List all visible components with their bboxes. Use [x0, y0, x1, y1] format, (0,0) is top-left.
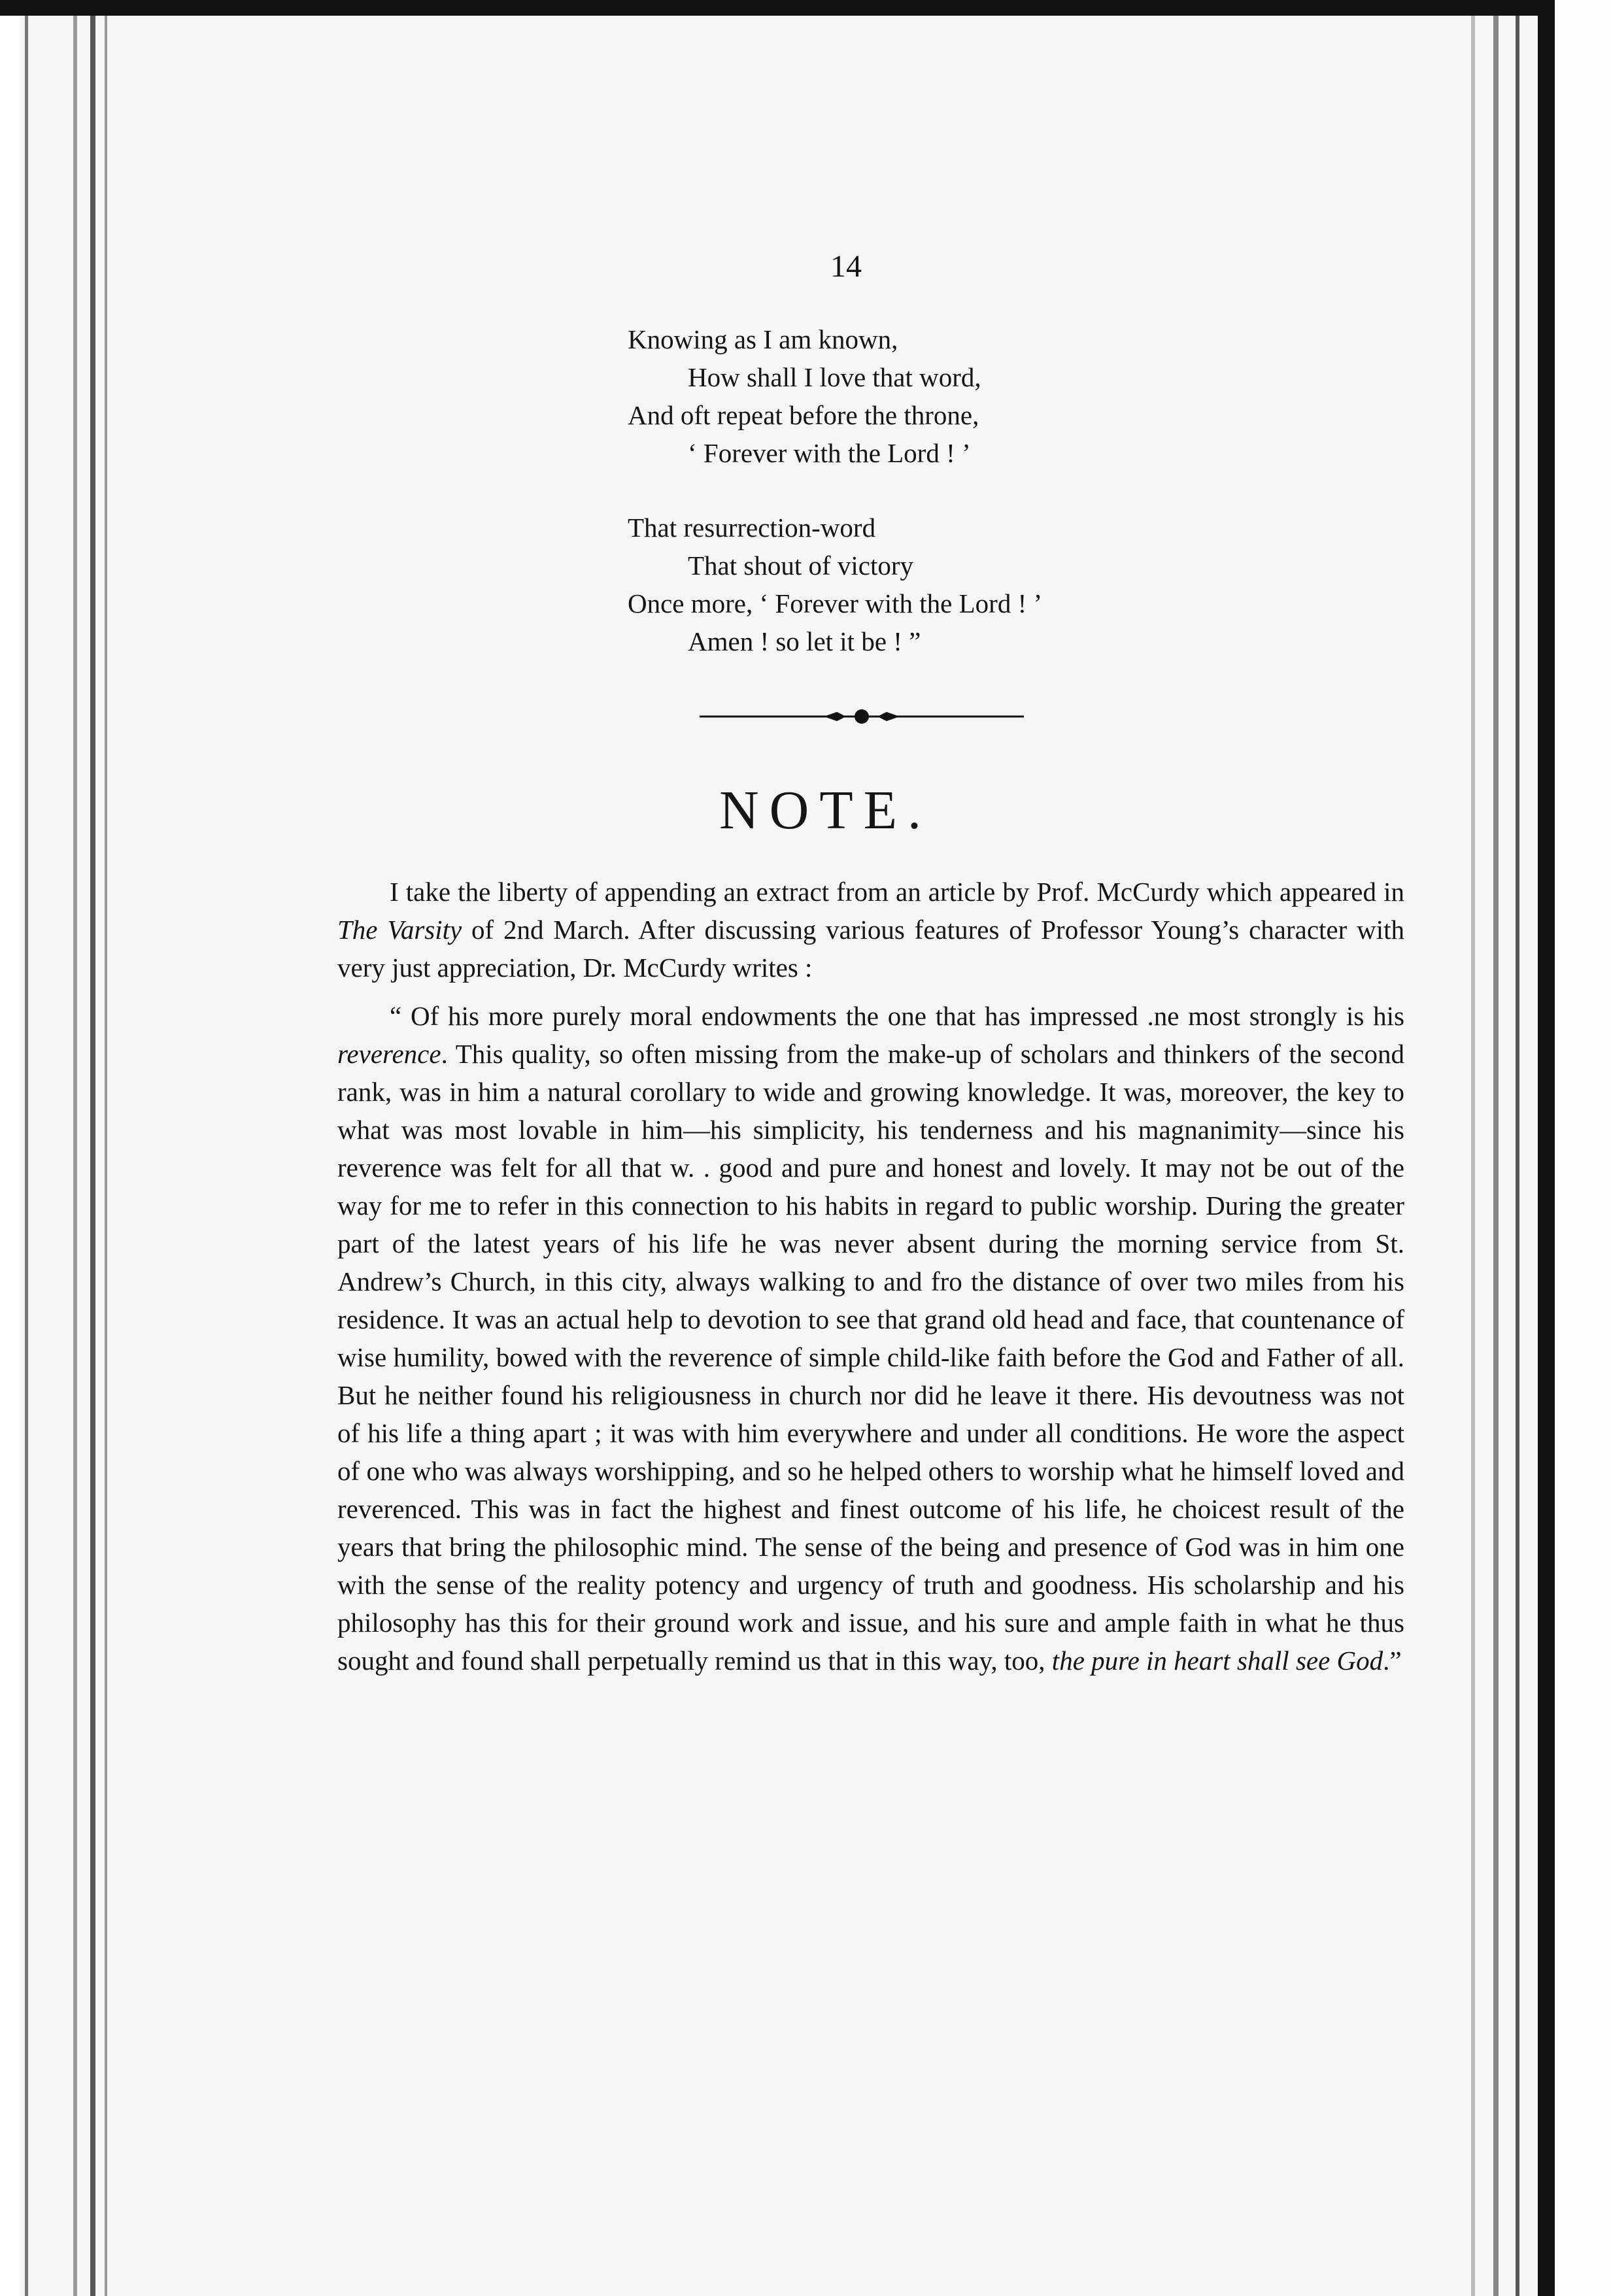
- note-body: [337, 873, 1404, 1680]
- poem-line: That shout of victory: [688, 550, 914, 581]
- page-edge-line: [1471, 16, 1475, 2296]
- emphasis-text: the pure in heart shall see God: [1051, 1646, 1383, 1676]
- intro-paragraph: [337, 873, 1404, 987]
- poem: [628, 320, 1042, 697]
- poem-stanza: [628, 320, 1042, 472]
- page-edge-line: [90, 16, 95, 2296]
- page-edge-line: [25, 16, 28, 2296]
- scan-right-border: [1538, 0, 1555, 2296]
- page-number: 14: [830, 249, 862, 284]
- page-edge-line: [105, 16, 107, 2296]
- scan-right-margin: [1555, 0, 1611, 2296]
- poem-line: How shall I love that word,: [688, 362, 981, 392]
- emphasis-text: reverence: [337, 1039, 441, 1069]
- intro-text: I take the liberty of appending an extract from an article by Prof. McCurdy which appeared in: [390, 877, 1404, 907]
- poem-line: That resurrection-word: [628, 513, 876, 543]
- quote-text: .”: [1383, 1646, 1402, 1676]
- poem-line: Amen ! so let it be ! ”: [688, 626, 921, 656]
- quote-paragraph: [337, 997, 1404, 1680]
- scan-top-border: [0, 0, 1611, 16]
- publication-title: The Varsity: [337, 915, 462, 945]
- intro-text: of 2nd March. After discussing various features of Professor Young’s character with very just appreciation, Dr. McCurdy writes :: [337, 915, 1404, 983]
- ornamental-divider: [700, 703, 1024, 730]
- page-edge-line: [1493, 16, 1499, 2296]
- poem-line: Once more, ‘ Forever with the Lord ! ’: [628, 588, 1043, 618]
- poem-line: Knowing as I am known,: [628, 324, 898, 354]
- page-edge-line: [1516, 16, 1519, 2296]
- quote-text: . This quality, so often missing from the make-up of scholars and thinkers of the second rank, was in him a natural corollary to wide and growing knowledge. It was, moreover, the key to what was most lovable in him—his simplicity, his tenderness and his magnanimity—since his reverence was felt for all that w. . good and pure and honest and lovely. It may not be out of the way for me to refer in this connection to his habits in regard to public worship. During the greater part of the latest years of his life he was never absent during the morning service from St. Andrew’s Church, in this city, always walking to and fro the distance of over two miles from his residence. It was an actual help to devotion to see that grand old head and face, that countenance of wise humility, bowed with the reverence of simple child-like faith before the God and Father of all. But he neither found his religiousness in church nor did he leave it there. His devoutness was not of his life a thing apart ; it was with him everywhere and under all conditions. He wore the aspect of one who was always worshipping, and so he helped others to worship what he himself loved and reverenced. This was in fact the highest and finest outcome of his life, he choicest result of the years that bring the philosophic mind. The sense of the being and presence of God was in him one with the sense of the reality potency and urgency of truth and goodness. His scholarship and his philosophy has this for their ground work and issue, and his sure and ample faith in what he thus sought and found shall perpetually remind us that in this way, too,: [337, 1039, 1404, 1676]
- page-edge-line: [73, 16, 77, 2296]
- poem-stanza: [628, 509, 1042, 660]
- quote-text: “ Of his more purely moral endowments the one that has impressed .ne most strongly is his: [390, 1001, 1404, 1031]
- poem-line: And oft repeat before the throne,: [628, 400, 979, 430]
- poem-line: ‘ Forever with the Lord ! ’: [688, 438, 971, 468]
- note-heading: NOTE.: [719, 780, 932, 841]
